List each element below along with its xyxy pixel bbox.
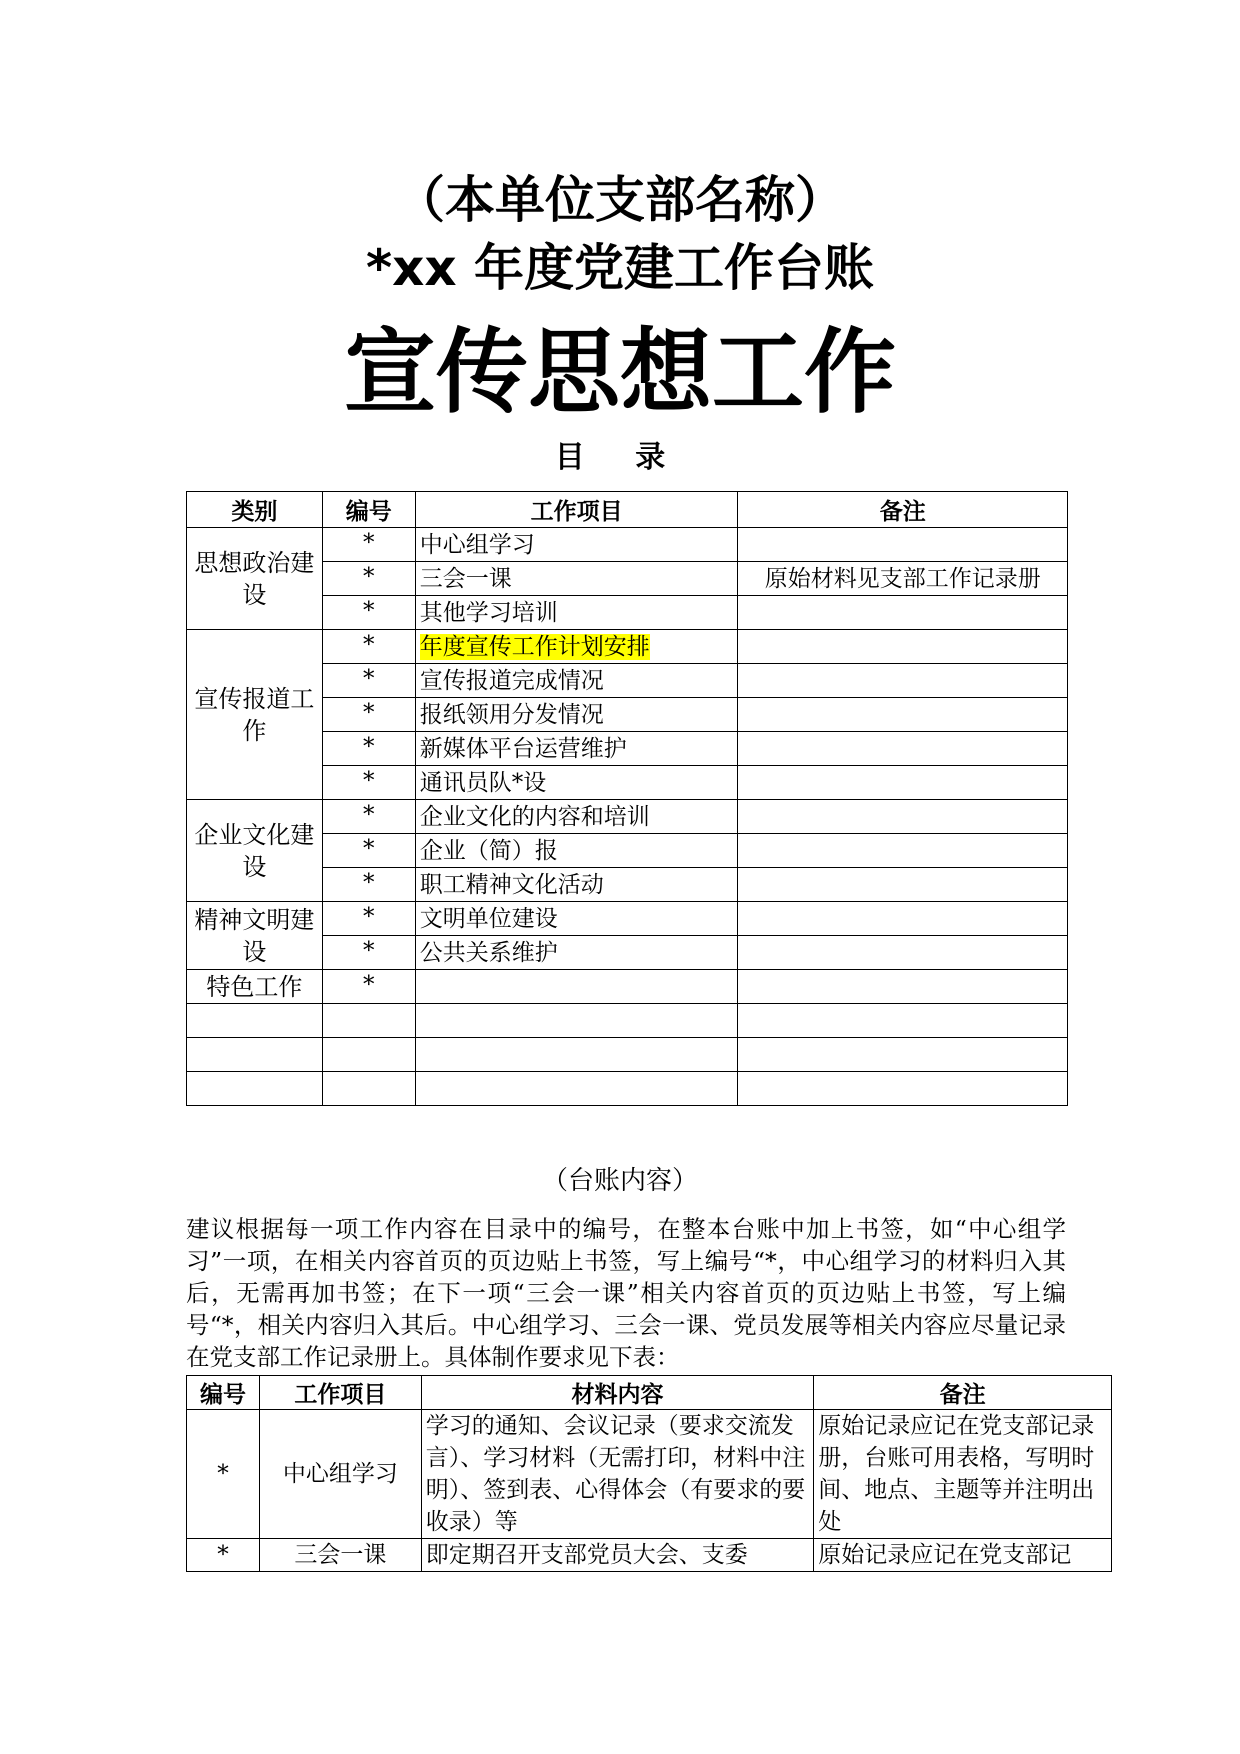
table-row bbox=[187, 1539, 1112, 1572]
note-cell bbox=[738, 936, 1068, 970]
number-cell: * bbox=[322, 630, 415, 664]
note-cell bbox=[738, 596, 1068, 630]
note-cell: 原始材料见支部工作记录册 bbox=[738, 562, 1068, 596]
table-row bbox=[187, 1410, 1112, 1539]
note-cell bbox=[738, 970, 1068, 1004]
item-cell bbox=[415, 630, 738, 664]
toc-heading: 目 录 bbox=[554, 440, 686, 475]
detail-header-number: 编号 bbox=[187, 1376, 260, 1410]
item-cell: 公共关系维护 bbox=[415, 936, 738, 970]
number-cell: * bbox=[322, 562, 415, 596]
toc-header-item: 工作项目 bbox=[415, 492, 738, 528]
instruction-paragraph: 建议根据每一项工作内容在目录中的编号，在整本台账中加上书签，如“中心组学习”一项，在相关内容首页的页边贴上书签，写上编号“*，中心组学习的材料归入其后，无需再加书签；在下一项“三会一课”相关内容首页的页边贴上书签，写上编号“*，相关内容归入其后。中心组学习、三会一课、党员发展等相关内容应尽量记录在党支部工作记录册上。具体制作要求见下表： bbox=[186, 1215, 1066, 1371]
table-row bbox=[187, 800, 1068, 834]
item-cell bbox=[415, 970, 738, 1004]
category-cell: 思想政治建设 bbox=[187, 528, 323, 630]
note-cell bbox=[738, 800, 1068, 834]
note-cell bbox=[738, 528, 1068, 562]
category-cell: 精神文明建设 bbox=[187, 902, 323, 970]
detail-header-note: 备注 bbox=[814, 1376, 1112, 1410]
note-cell: 原始记录应记在党支部记录册，台账可用表格，写明时间、地点、主题等并注明出处 bbox=[814, 1410, 1112, 1539]
toc-header-note: 备注 bbox=[738, 492, 1068, 528]
item-cell: 企业文化的内容和培训 bbox=[415, 800, 738, 834]
note-cell bbox=[738, 834, 1068, 868]
note-cell bbox=[738, 664, 1068, 698]
number-cell: * bbox=[322, 902, 415, 936]
number-cell: * bbox=[322, 528, 415, 562]
highlighted-item-text: 年度宣传工作计划安排 bbox=[419, 633, 650, 660]
table-row bbox=[187, 528, 1068, 562]
note-cell bbox=[738, 630, 1068, 664]
detail-header-row bbox=[187, 1376, 1112, 1410]
detail-header-content: 材料内容 bbox=[421, 1376, 814, 1410]
number-cell: * bbox=[322, 868, 415, 902]
content-cell: 学习的通知、会议记录（要求交流发言）、学习材料（无需打印，材料中注明）、签到表、心得体会（有要求的要收录）等 bbox=[421, 1410, 814, 1539]
note-cell bbox=[738, 732, 1068, 766]
number-cell: * bbox=[187, 1410, 260, 1539]
empty-row bbox=[187, 1072, 1068, 1106]
category-cell: 特色工作 bbox=[187, 970, 323, 1004]
note-cell bbox=[738, 868, 1068, 902]
category-cell: 企业文化建设 bbox=[187, 800, 323, 902]
number-cell: * bbox=[322, 970, 415, 1004]
note-cell bbox=[738, 766, 1068, 800]
item-cell: 企业（简）报 bbox=[415, 834, 738, 868]
number-cell: * bbox=[322, 698, 415, 732]
toc-header-row bbox=[187, 492, 1068, 528]
item-cell: 通讯员队*设 bbox=[415, 766, 738, 800]
number-cell: * bbox=[322, 766, 415, 800]
number-cell: * bbox=[322, 596, 415, 630]
item-cell: 报纸领用分发情况 bbox=[415, 698, 738, 732]
number-cell: * bbox=[322, 732, 415, 766]
item-cell: 文明单位建设 bbox=[415, 902, 738, 936]
branch-name-title: （本单位支部名称） bbox=[395, 171, 845, 229]
section-title: 宣传思想工作 bbox=[343, 319, 896, 426]
item-cell: 职工精神文化活动 bbox=[415, 868, 738, 902]
item-cell: 三会一课 bbox=[415, 562, 738, 596]
item-cell: 宣传报道完成情况 bbox=[415, 664, 738, 698]
table-row bbox=[187, 630, 1068, 664]
item-cell: 中心组学习 bbox=[259, 1410, 421, 1539]
note-cell bbox=[738, 902, 1068, 936]
note-cell: 原始记录应记在党支部记 bbox=[814, 1539, 1112, 1572]
toc-table bbox=[186, 491, 1068, 1106]
item-cell: 新媒体平台运营维护 bbox=[415, 732, 738, 766]
detail-table bbox=[186, 1375, 1112, 1572]
category-cell: 宣传报道工作 bbox=[187, 630, 323, 800]
toc-header-category: 类别 bbox=[187, 492, 323, 528]
empty-row bbox=[187, 1004, 1068, 1038]
item-cell: 其他学习培训 bbox=[415, 596, 738, 630]
number-cell: * bbox=[187, 1539, 260, 1572]
content-cell: 即定期召开支部党员大会、支委 bbox=[421, 1539, 814, 1572]
number-cell: * bbox=[322, 800, 415, 834]
item-cell: 三会一课 bbox=[259, 1539, 421, 1572]
toc-header-number: 编号 bbox=[322, 492, 415, 528]
empty-row bbox=[187, 1038, 1068, 1072]
detail-header-item: 工作项目 bbox=[259, 1376, 421, 1410]
ledger-year-title: *xx 年度党建工作台账 bbox=[365, 239, 875, 297]
number-cell: * bbox=[322, 834, 415, 868]
table-row bbox=[187, 970, 1068, 1004]
number-cell: * bbox=[322, 664, 415, 698]
number-cell: * bbox=[322, 936, 415, 970]
item-cell: 中心组学习 bbox=[415, 528, 738, 562]
table-row bbox=[187, 902, 1068, 936]
note-cell bbox=[738, 698, 1068, 732]
ledger-content-title: （台账内容） bbox=[541, 1166, 698, 1196]
